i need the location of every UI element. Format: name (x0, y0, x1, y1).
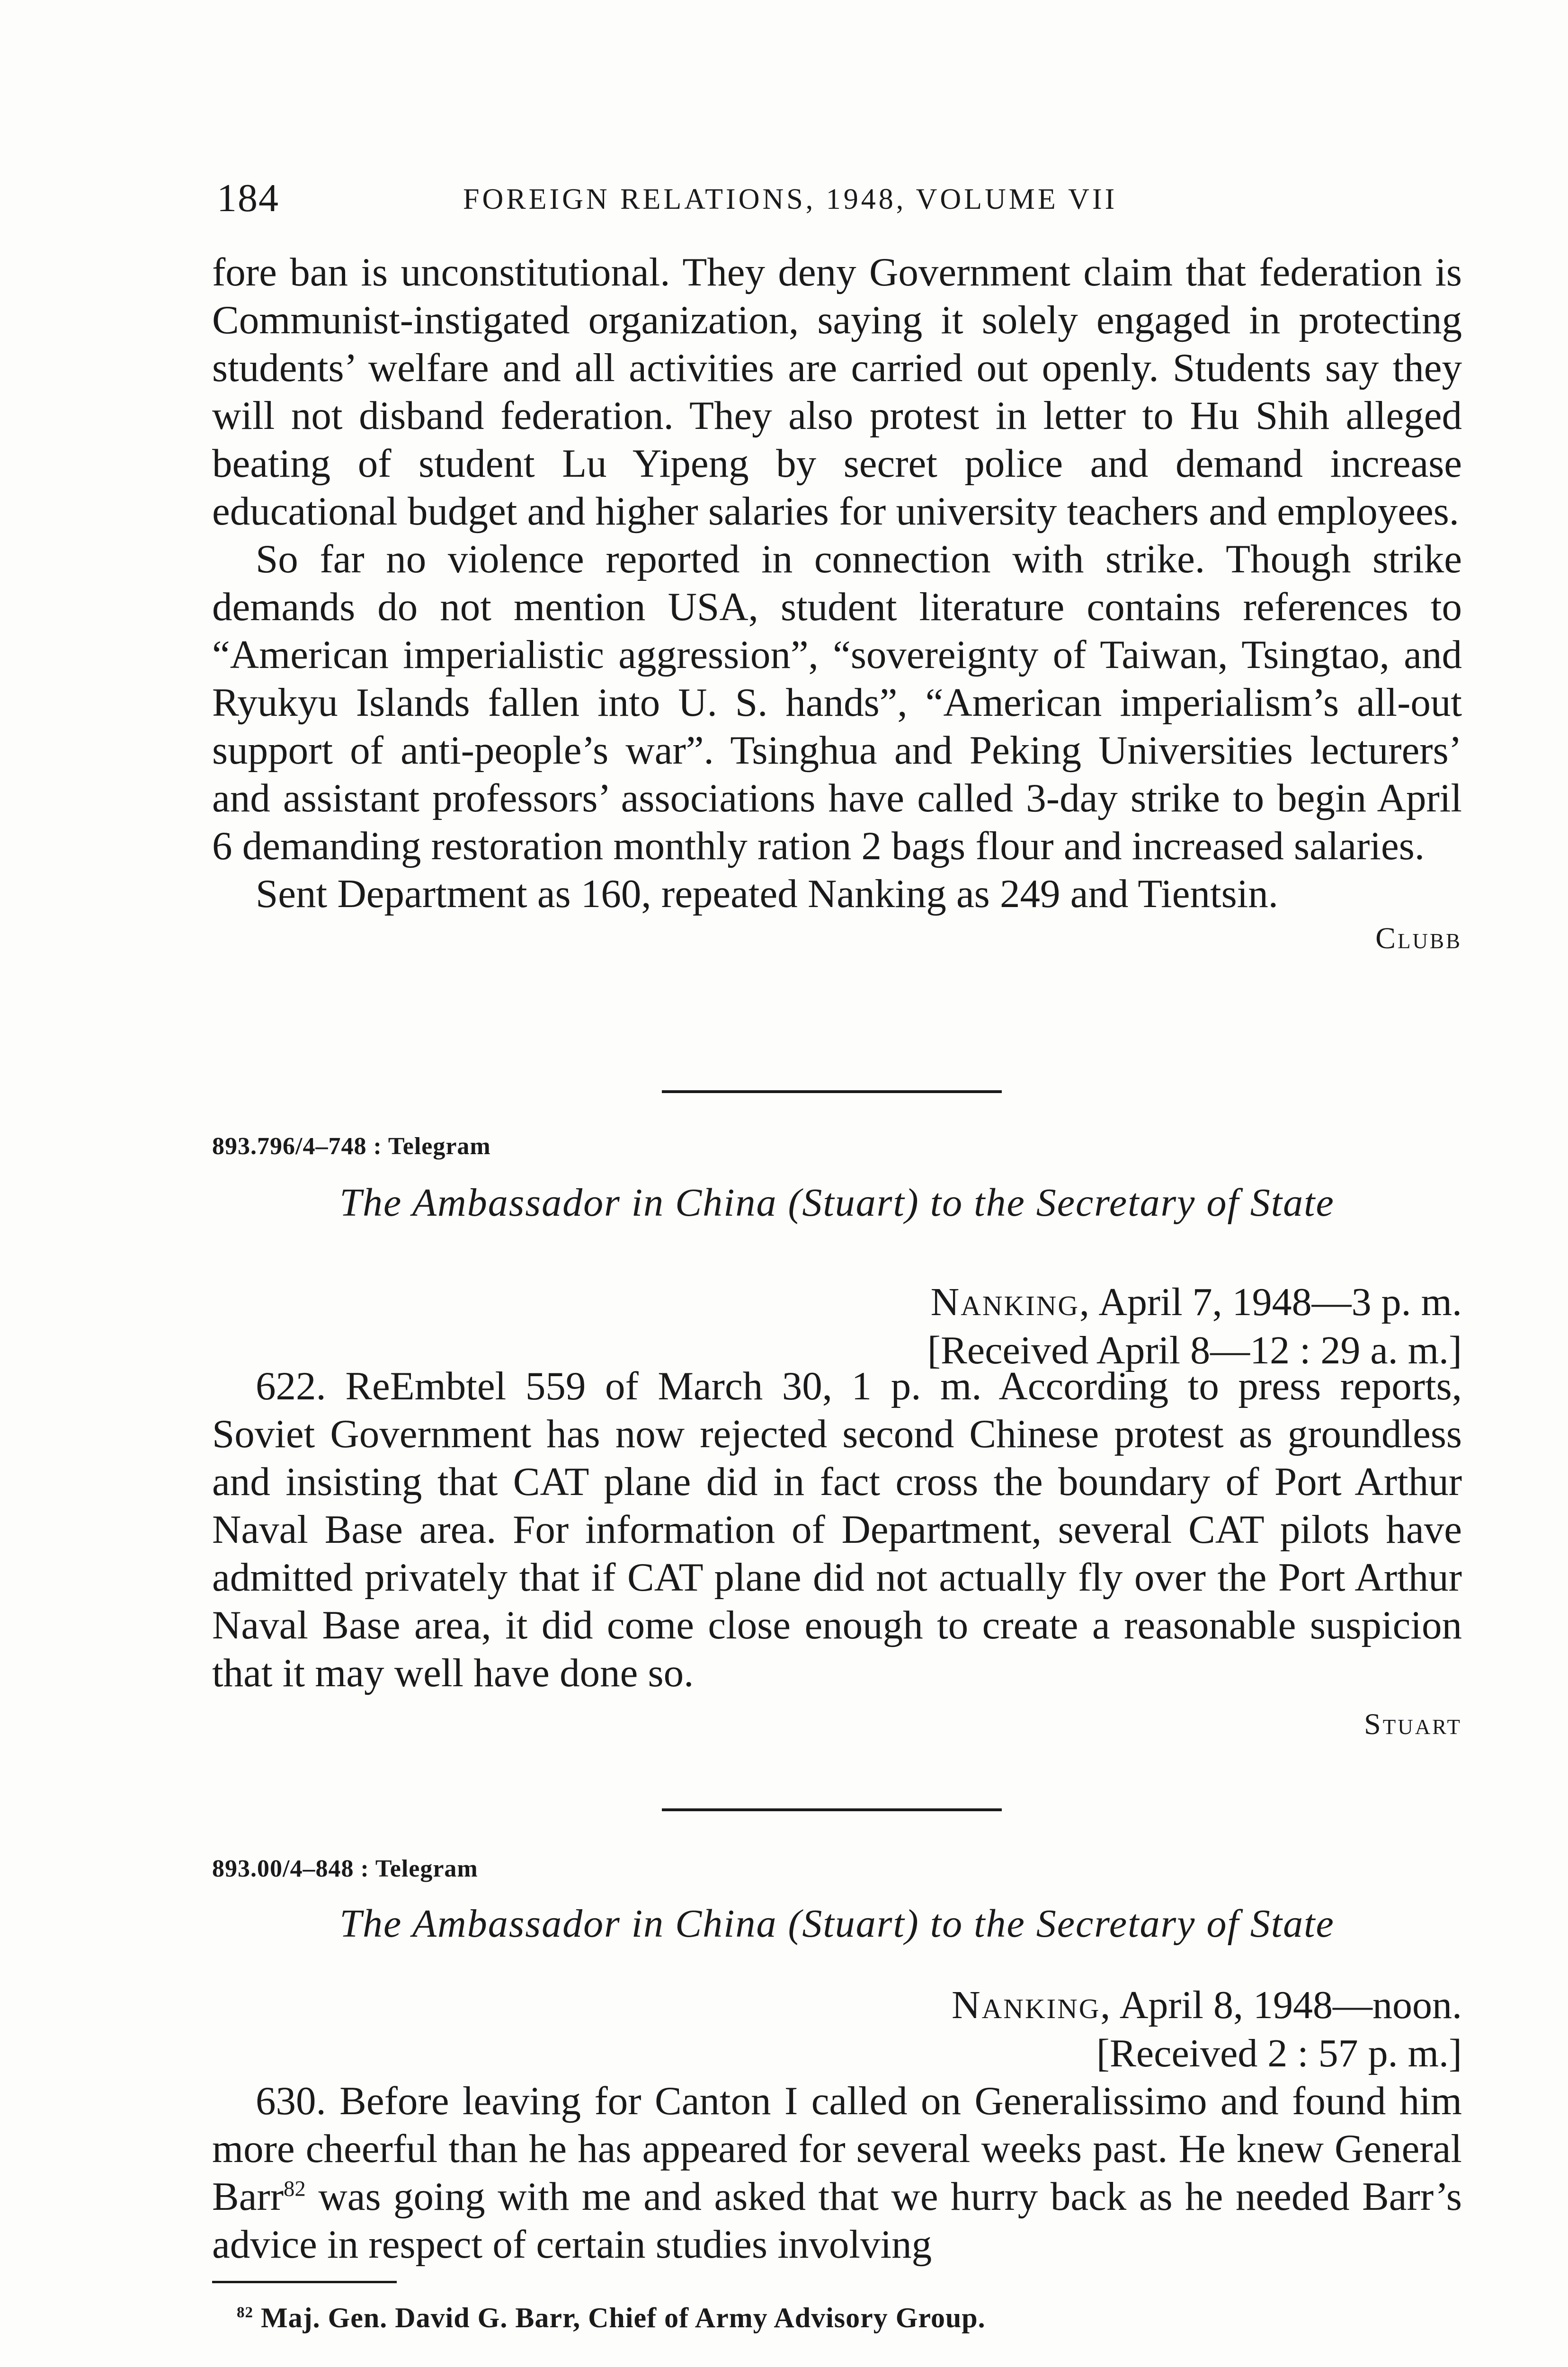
continuation-section (212, 249, 1462, 956)
file-reference: 893.796/4–748 : Telegram (212, 1133, 491, 1160)
continuation-paragraph: So far no violence reported in connection with strike. Though strike demands do not mention USA, student literature contains references to “American imperialistic aggression”, “sovereignty of Taiwan, Tsingtao, and Ryukyu Islands fallen into U. S. hands”, “American imperialism’s all-out support of anti-people’s war”. Tsinghua and Peking Universities lecturers’ and assistant professors’ associations have called 3-day strike to begin April 6 demanding restoration monthly ration 2 bags flour and increased salaries. (212, 537, 1462, 868)
footnote-marker[interactable]: 82 (284, 2176, 306, 2201)
running-head: FOREIGN RELATIONS, 1948, VOLUME VII (463, 183, 1118, 215)
dateline (927, 1278, 1462, 1375)
telegram-body (212, 2077, 1462, 2269)
page-number: 184 (217, 176, 279, 220)
dateline-date: April 7, 1948—3 p. m. (1098, 1280, 1462, 1324)
telegram-paragraph: 622. ReEmbtel 559 of March 30, 1 p. m. According to press reports, Soviet Government has now rejected second Chinese protest as groundless and insisting that CAT plane did in fact cross the boundary of Port Arthur Naval Base area. For information of Department, several CAT pilots have admitted privately that if CAT plane did not actually fly over the Port Arthur Naval Base area, it did come close enough to create a reasonable suspicion that it may well have done so. (212, 1364, 1462, 1695)
document-title: The Ambassador in China (Stuart) to the Secretary of State (339, 1181, 1335, 1225)
dateline-received: [Received April 8—12 : 29 a. m.] (927, 1328, 1462, 1372)
dateline-sent (952, 1981, 1462, 2029)
dateline (952, 1981, 1462, 2078)
footnote-rule (212, 2281, 397, 2283)
continuation-paragraph: fore ban is unconstitutional. They deny Government claim that federation is Communist-instigated organization, saying it solely engaged in protecting students’ welfare and all activities are carried out openly. Students say they will not disband federation. They also protest in letter to Hu Shih alleged beating of student Lu Yipeng by secret police and demand increase educational budget and higher salaries for university teachers and employees. (212, 250, 1462, 534)
document-title: The Ambassador in China (Stuart) to the Secretary of State (339, 1902, 1335, 1946)
footnote-number: 82 (237, 2304, 253, 2321)
dateline-place: Nanking, (951, 1983, 1112, 2027)
dateline-place: Nanking, (930, 1280, 1091, 1324)
section-divider (662, 1090, 1002, 1093)
continuation-paragraph: Sent Department as 160, repeated Nanking as 249 and Tientsin. (256, 872, 1279, 916)
footnote (237, 2302, 986, 2334)
page-header (217, 175, 1448, 227)
dateline-date: April 8, 1948—noon. (1119, 1983, 1462, 2027)
file-reference: 893.00/4–848 : Telegram (212, 1855, 478, 1882)
signature-clubb: Clubb (1375, 921, 1462, 955)
telegram-text: 630. Before leaving for Canton I called on Generalissimo and found him more cheerful than he has appeared for several weeks past. He knew General Barr (212, 2079, 1462, 2219)
dateline-received: [Received 2 : 57 p. m.] (1096, 2031, 1462, 2075)
telegram-paragraph (212, 2077, 1462, 2269)
telegram-text: was going with me and asked that we hurry back as he needed Barr’s advice in respect of certain studies involving (212, 2174, 1462, 2267)
footnote-text: Maj. Gen. David G. Barr, Chief of Army Advisory Group. (253, 2302, 986, 2333)
telegram-body (212, 1362, 1462, 1742)
signature-stuart: Stuart (1364, 1707, 1462, 1741)
dateline-sent (927, 1278, 1462, 1326)
section-divider (662, 1808, 1002, 1811)
